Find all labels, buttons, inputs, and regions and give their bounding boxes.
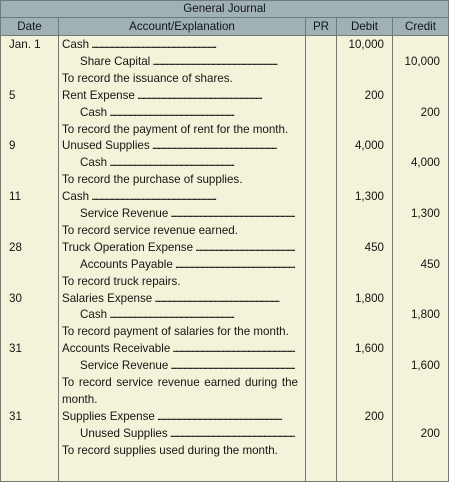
debit-account-label: Truck Operation Expense [62, 240, 194, 254]
debit-account-label: Unused Supplies [62, 139, 150, 153]
leader-dots [150, 54, 295, 69]
header-credit: Credit [405, 20, 436, 33]
credit-amount: 1,600 [410, 359, 440, 373]
debit-account [62, 189, 295, 204]
entry-explanation: To record the payment of rent for the month. [62, 122, 289, 136]
leader-dots [155, 409, 295, 424]
entry-explanation: To record service revenue earned during the month. [62, 376, 298, 406]
leader-dots [168, 358, 295, 373]
debit-account-label: Rent Expense [62, 88, 135, 102]
credit-account-label: Cash [80, 105, 108, 119]
debit-amount: 450 [364, 240, 384, 254]
leader-dots [135, 88, 295, 103]
debit-account-label: Cash [62, 38, 90, 51]
debit-amount: 200 [364, 88, 384, 102]
header-account: Account/Explanation [129, 20, 235, 33]
leader-dots [173, 257, 295, 272]
entry-explanation: To record payment of salaries for the month. [62, 325, 289, 339]
credit-amount: 4,000 [410, 156, 440, 170]
entry-date: 11 [9, 190, 22, 204]
credit-account-label: Cash [80, 156, 108, 170]
credit-account [80, 358, 295, 373]
column-divider [392, 18, 393, 482]
debit-amount: 1,800 [354, 291, 384, 305]
leader-dots [107, 105, 295, 120]
leader-dots [107, 307, 295, 322]
credit-account [80, 105, 295, 120]
entry-date: 9 [9, 139, 16, 153]
leader-dots [193, 240, 295, 255]
leader-dots [89, 37, 295, 52]
debit-account [62, 409, 295, 424]
debit-account-label: Salaries Expense [62, 291, 153, 305]
entry-date: 31 [9, 409, 22, 423]
credit-amount: 200 [420, 426, 440, 440]
column-divider [305, 18, 306, 482]
credit-account-label: Cash [80, 308, 108, 322]
entry-date: 28 [9, 240, 22, 254]
debit-account-label: Accounts Receivable [62, 342, 171, 356]
debit-amount: 1,300 [354, 190, 384, 204]
journal-title: General Journal [1, 1, 448, 18]
column-divider [58, 18, 59, 482]
entry-date: 5 [9, 88, 16, 102]
credit-amount: 1,800 [410, 308, 440, 322]
leader-dots [107, 155, 295, 170]
credit-account-label: Unused Supplies [80, 426, 168, 440]
credit-account [80, 155, 295, 170]
credit-account-label: Accounts Payable [80, 257, 173, 271]
credit-amount: 200 [420, 105, 440, 119]
leader-dots [170, 341, 295, 356]
credit-amount: 450 [420, 257, 440, 271]
entry-explanation: To record supplies used during the month. [62, 443, 278, 457]
leader-dots [150, 138, 295, 153]
credit-account-label: Share Capital [80, 54, 151, 68]
header-pr: PR [312, 20, 330, 33]
credit-account [80, 257, 295, 272]
header-debit: Debit [350, 20, 379, 33]
entry-date: 30 [9, 291, 22, 305]
entry-explanation: To record the purchase of supplies. [62, 173, 243, 187]
credit-amount: 1,300 [410, 207, 440, 220]
credit-account [80, 426, 295, 441]
debit-account [62, 37, 295, 52]
debit-account [62, 88, 295, 103]
leader-dots [89, 189, 295, 204]
credit-account-label: Service Revenue [80, 359, 169, 373]
leader-dots [168, 206, 295, 221]
credit-account-label: Service Revenue [80, 207, 169, 220]
debit-amount: 4,000 [354, 139, 384, 153]
debit-account-label: Supplies Expense [62, 409, 155, 423]
debit-amount: 10,000 [348, 38, 384, 51]
header-date: Date [17, 20, 42, 33]
credit-account [80, 206, 295, 221]
debit-account [62, 341, 295, 356]
credit-account [80, 307, 295, 322]
entry-explanation: To record service revenue earned. [62, 223, 238, 237]
entry-explanation: To record the issuance of shares. [62, 71, 233, 85]
column-headers [1, 18, 448, 36]
debit-amount: 1,600 [354, 342, 384, 356]
debit-account [62, 138, 295, 153]
entry-date: 31 [9, 342, 22, 356]
entry-explanation: To record truck repairs. [62, 274, 181, 288]
leader-dots [168, 426, 295, 441]
debit-amount: 200 [364, 409, 384, 423]
entry-date: Jan. 1 [9, 38, 41, 51]
credit-account [80, 54, 295, 69]
debit-account-label: Cash [62, 190, 90, 204]
debit-account [62, 240, 295, 255]
debit-account [62, 291, 295, 306]
credit-amount: 10,000 [404, 54, 440, 68]
leader-dots [152, 291, 295, 306]
